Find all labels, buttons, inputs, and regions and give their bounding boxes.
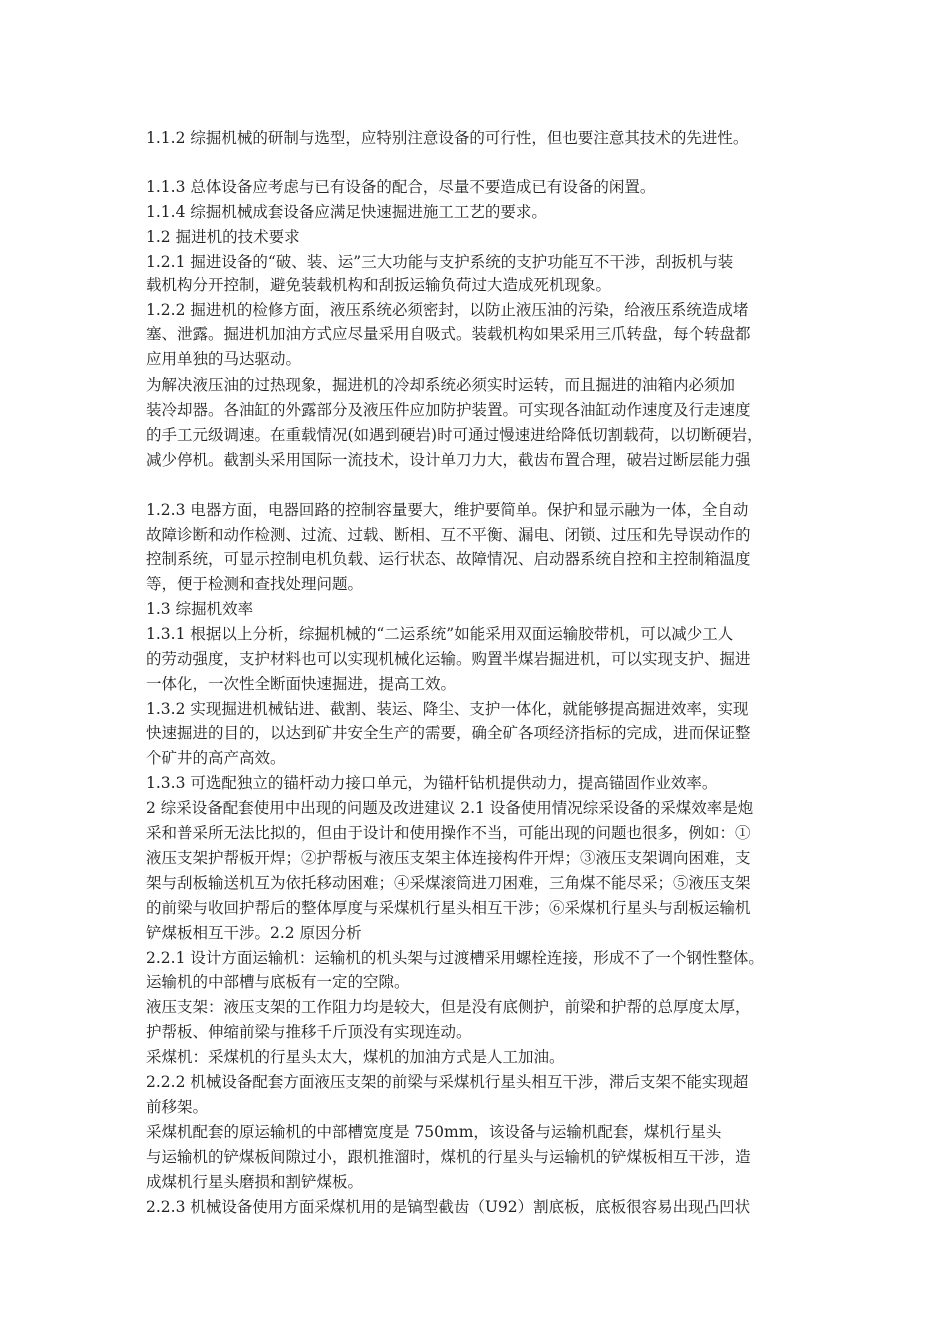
text-line: 为解决液压油的过热现象，掘进机的冷却系统必须实时运转，而且掘进的油箱内必须加 xyxy=(146,376,736,394)
text-line: 的劳动强度，支护材料也可以实现机械化运输。购置半煤岩掘进机，可以实现支护、掘进 xyxy=(146,650,751,668)
text-line: 1.1.4 综掘机械成套设备应满足快速掘进施工工艺的要求。 xyxy=(146,203,547,221)
text-line: 2.2.2 机械设备配套方面液压支架的前梁与采煤机行星头相互干涉，滞后支架不能实现超 xyxy=(146,1073,749,1091)
text-line: 架与刮板输送机互为依托移动困难；④采煤滚筒进刀困难，三角煤不能尽采；⑤液压支架 xyxy=(146,874,751,892)
text-line: 采煤机配套的原运输机的中部槽宽度是 750mm，该设备与运输机配套，煤机行星头 xyxy=(146,1123,722,1141)
text-line: 装冷却器。各油缸的外露部分及液压件应加防护装置。可实现各油缸动作速度及行走速度 xyxy=(146,401,751,419)
text-line: 一体化，一次性全断面快速掘进，提高工效。 xyxy=(146,675,457,693)
text-line: 液压支架护帮板开焊；②护帮板与液压支架主体连接构件开焊；③液压支架调向困难，支 xyxy=(146,849,751,867)
text-line: 塞、泄露。掘进机加油方式应尽量采用自吸式。装载机构如果采用三爪转盘，每个转盘都 xyxy=(146,325,751,343)
text-line: 1.3 综掘机效率 xyxy=(146,600,254,618)
text-line: 成煤机行星头磨损和割铲煤板。 xyxy=(146,1173,364,1191)
text-line: 2 综采设备配套使用中出现的问题及改进建议 2.1 设备使用情况综采设备的采煤效率是炮 xyxy=(146,799,754,817)
text-line: 1.1.2 综掘机械的研制与选型，应特别注意设备的可行性，但也要注意其技术的先进性。 xyxy=(146,129,749,147)
text-line: 应用单独的马达驱动。 xyxy=(146,350,302,368)
text-line: 故障诊断和动作检测、过流、过载、断相、互不平衡、漏电、闭锁、过压和先导误动作的 xyxy=(146,526,751,544)
text-line: 前移架。 xyxy=(146,1098,209,1116)
text-line: 1.2.3 电器方面，电器回路的控制容量要大，维护要简单。保护和显示融为一体，全自动 xyxy=(146,501,749,519)
text-line: 1.2.2 掘进机的检修方面，液压系统必须密封，以防止液压油的污染，给液压系统造成堵 xyxy=(146,301,749,319)
text-line: 控制系统，可显示控制电机负载、运行状态、故障情况、启动器系统自控和主控制箱温度 xyxy=(146,550,751,568)
text-line: 个矿井的高产高效。 xyxy=(146,749,286,767)
text-line: 2.2.1 设计方面运输机：运输机的机头架与过渡槽采用螺栓连接，形成不了一个钢性整体。 xyxy=(146,949,764,967)
text-line: 等，便于检测和查找处理问题。 xyxy=(146,575,364,593)
text-line: 2.2.3 机械设备使用方面采煤机用的是镐型截齿（U92）割底板，底板很容易出现凸凹状 xyxy=(146,1198,751,1216)
text-line: 1.3.1 根据以上分析，综掘机械的“二运系统”如能采用双面运输胶带机，可以减少工人 xyxy=(146,625,734,643)
text-line: 减少停机。截割头采用国际一流技术，设计单刀力大，截齿布置合理，破岩过断层能力强 xyxy=(146,451,751,469)
text-line: 载机构分开控制，避免装载机构和刮扳运输负荷过大造成死机现象。 xyxy=(146,276,612,294)
text-line: 运输机的中部槽与底板有一定的空隙。 xyxy=(146,973,410,991)
text-line: 液压支架：液压支架的工作阻力均是较大，但是没有底侧护，前梁和护帮的总厚度太厚， xyxy=(146,998,751,1016)
text-line: 1.1.3 总体设备应考虑与已有设备的配合，尽量不要造成已有设备的闲置。 xyxy=(146,178,656,196)
text-line: 铲煤板相互干涉。2.2 原因分析 xyxy=(146,924,362,942)
text-line: 1.3.3 可选配独立的锚杆动力接口单元，为锚杆钻机提供动力，提高锚固作业效率。 xyxy=(146,774,718,792)
text-line: 护帮板、伸缩前梁与推移千斤顶没有实现连动。 xyxy=(146,1023,472,1041)
text-line: 与运输机的铲煤板间隙过小，跟机推溜时，煤机的行星头与运输机的铲煤板相互干涉，造 xyxy=(146,1148,751,1166)
text-line: 采和普采所无法比拟的，但由于设计和使用操作不当，可能出现的问题也很多，例如：① xyxy=(146,824,751,842)
text-line: 快速掘进的目的，以达到矿井安全生产的需要，确全矿各项经济指标的完成，进而保证整 xyxy=(146,724,751,742)
text-line: 采煤机：采煤机的行星头太大，煤机的加油方式是人工加油。 xyxy=(146,1048,565,1066)
text-line: 1.2.1 掘进设备的“破、装、运”三大功能与支护系统的支护功能互不干涉，刮扳机与装 xyxy=(146,253,734,271)
text-line: 的前梁与收回护帮后的整体厚度与采煤机行星头相互干涉；⑥采煤机行星头与刮板运输机 xyxy=(146,899,751,917)
text-line: 1.3.2 实现掘进机械钻进、截割、装运、降尘、支护一体化，就能够提高掘进效率，实现 xyxy=(146,700,749,718)
text-line: 1.2 掘进机的技术要求 xyxy=(146,228,300,246)
text-line: 的手工元级调速。在重载情况(如遇到硬岩)时可通过慢速进给降低切割载荷，以切断硬岩， xyxy=(146,426,763,444)
